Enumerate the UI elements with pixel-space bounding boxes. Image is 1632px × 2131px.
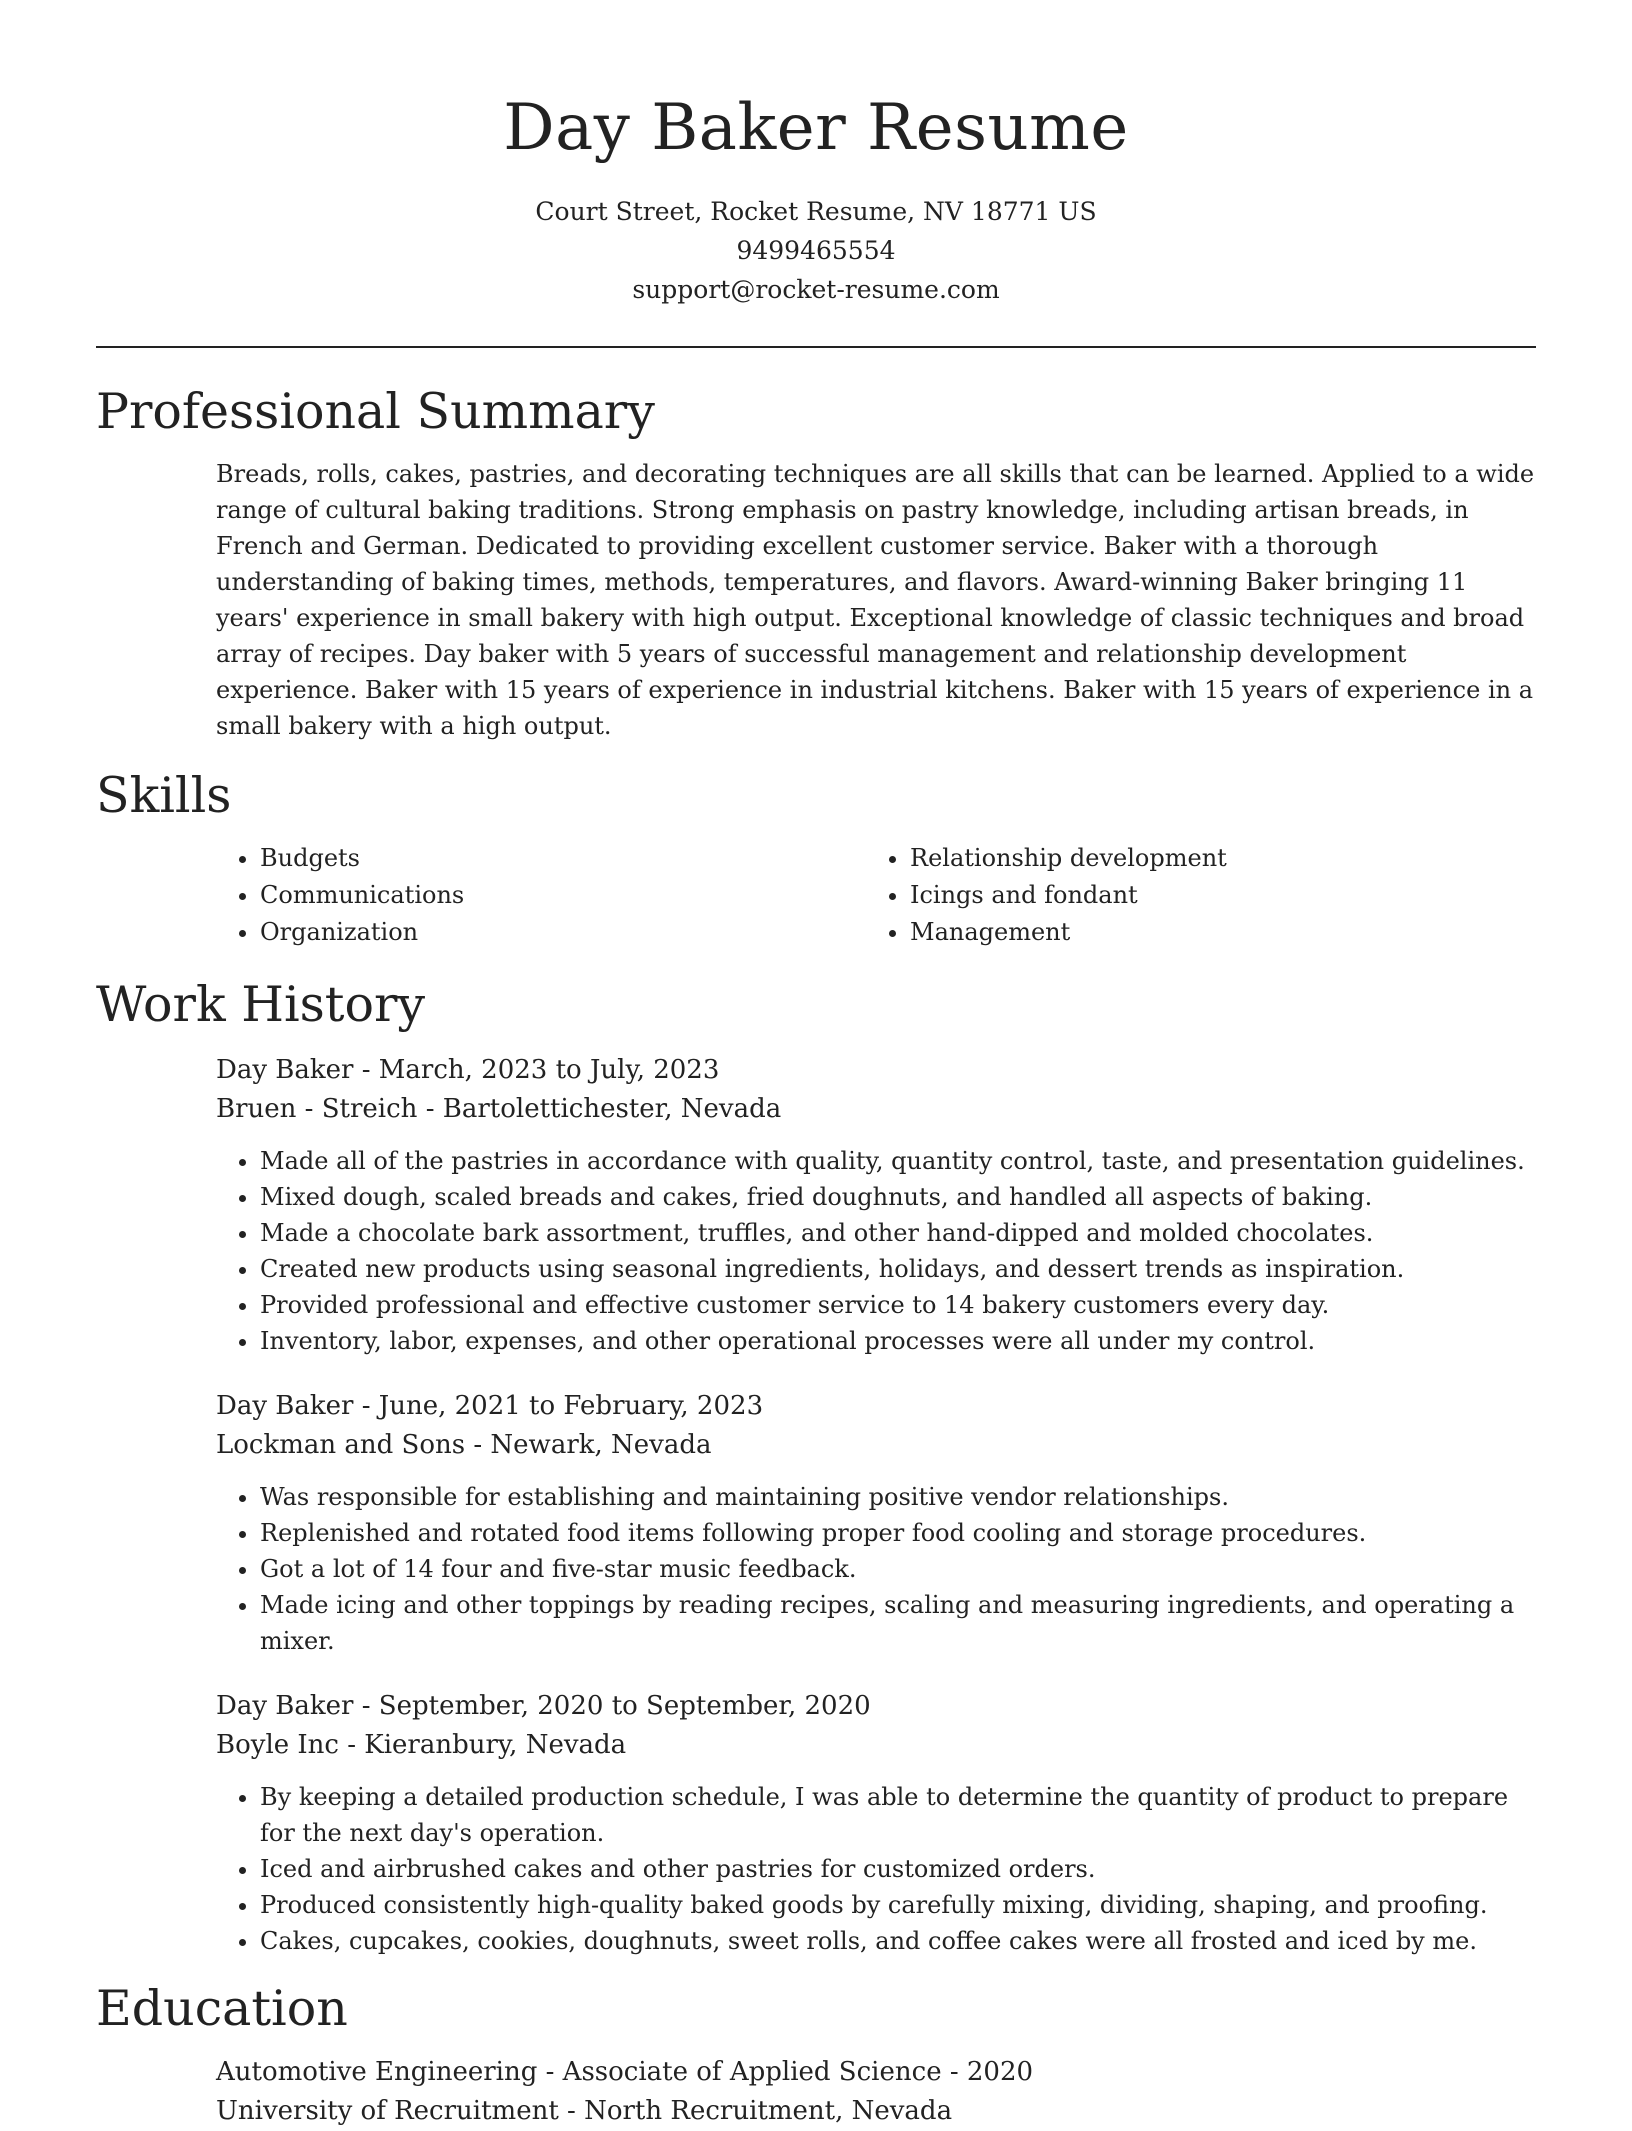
resume-page bbox=[96, 0, 1536, 2131]
skill-item: • Icings and fondant bbox=[910, 877, 1516, 914]
resume-title: Day Baker Resume bbox=[503, 91, 1129, 165]
job-bullets bbox=[216, 1779, 1536, 1959]
job-entry bbox=[216, 1687, 1536, 1959]
job-bullet: • Inventory, labor, expenses, and other operational processes were all under my control. bbox=[260, 1323, 1536, 1359]
job-bullet: • Mixed dough, scaled breads and cakes, fried doughnuts, and handled all aspects of baking. bbox=[260, 1179, 1536, 1215]
summary-section bbox=[96, 382, 1536, 744]
job-title-line: Day Baker - September, 2020 to September, 2020 bbox=[216, 1691, 871, 1721]
skills-list-right bbox=[866, 840, 1516, 951]
skills-list-left bbox=[216, 840, 866, 951]
header-divider bbox=[96, 346, 1536, 348]
job-entry bbox=[216, 1051, 1536, 1359]
skills-section bbox=[96, 766, 1536, 951]
job-title-line: Day Baker - June, 2021 to February, 2023 bbox=[216, 1391, 764, 1421]
job-bullet: • Got a lot of 14 four and five-star music feedback. bbox=[260, 1551, 1536, 1587]
job-bullet: • Produced consistently high-quality baked goods by carefully mixing, dividing, shaping, and proofing. bbox=[260, 1887, 1536, 1923]
phone: 9499465554 bbox=[736, 236, 896, 265]
skill-item: • Budgets bbox=[260, 840, 866, 877]
address: Court Street, Rocket Resume, NV 18771 US bbox=[535, 197, 1097, 226]
job-bullet: • Iced and airbrushed cakes and other pastries for customized orders. bbox=[260, 1851, 1536, 1887]
skill-item: • Organization bbox=[260, 914, 866, 951]
job-company-line: Lockman and Sons - Newark, Nevada bbox=[216, 1430, 712, 1460]
education-school-line: University of Recruitment - North Recruitment, Nevada bbox=[216, 2096, 953, 2126]
job-bullet: • Was responsible for establishing and maintaining positive vendor relationships. bbox=[260, 1479, 1536, 1515]
contact-block bbox=[96, 192, 1536, 309]
education-degree-line: Automotive Engineering - Associate of Applied Science - 2020 bbox=[216, 2057, 1034, 2087]
job-entry bbox=[216, 1387, 1536, 1659]
work-history-section bbox=[96, 975, 1536, 1959]
job-bullet: • Made all of the pastries in accordance with quality, quantity control, taste, and presentation guidelines. bbox=[260, 1143, 1536, 1179]
summary-heading: Professional Summary bbox=[96, 383, 655, 440]
job-bullet: • Replenished and rotated food items following proper food cooling and storage procedures. bbox=[260, 1515, 1536, 1551]
skills-grid bbox=[216, 840, 1536, 951]
job-bullet: • Made a chocolate bark assortment, truffles, and other hand-dipped and molded chocolates. bbox=[260, 1215, 1536, 1251]
job-bullet: • Created new products using seasonal ingredients, holidays, and dessert trends as inspiration. bbox=[260, 1251, 1536, 1287]
education-section bbox=[96, 1979, 1536, 2131]
email: support@rocket-resume.com bbox=[632, 275, 1000, 304]
education-heading: Education bbox=[96, 1980, 348, 2037]
resume-header bbox=[96, 0, 1536, 309]
summary-text: Breads, rolls, cakes, pastries, and decorating techniques are all skills that can be learned. Applied to a wide range of cultural baking traditions. Strong emphasis on pastry knowledge, including artisan breads, in French and German. Dedicated to providing excellent customer service. Baker with a thorough understanding of baking times, methods, temperatures, and flavors. Award-winning Baker bringing 11 years' experience in small bakery with high output. Exceptional knowledge of classic techniques and broad array of recipes. Day baker with 5 years of successful management and relationship development experience. Baker with 15 years of experience in industrial kitchens. Baker with 15 years of experience in a small bakery with a high output. bbox=[216, 460, 1535, 740]
education-entry bbox=[216, 2053, 1536, 2131]
skill-item: • Communications bbox=[260, 877, 866, 914]
job-company-line: Bruen - Streich - Bartolettichester, Nevada bbox=[216, 1094, 782, 1124]
job-title-line: Day Baker - March, 2023 to July, 2023 bbox=[216, 1055, 720, 1085]
skill-item: • Relationship development bbox=[910, 840, 1516, 877]
skills-heading: Skills bbox=[96, 767, 232, 824]
job-bullet: • By keeping a detailed production schedule, I was able to determine the quantity of product to prepare for the next day's operation. bbox=[260, 1779, 1536, 1851]
skill-item: • Management bbox=[910, 914, 1516, 951]
job-bullets bbox=[216, 1143, 1536, 1359]
job-bullet: • Provided professional and effective customer service to 14 bakery customers every day. bbox=[260, 1287, 1536, 1323]
job-company-line: Boyle Inc - Kieranbury, Nevada bbox=[216, 1730, 627, 1760]
job-bullets bbox=[216, 1479, 1536, 1659]
work-history-heading: Work History bbox=[96, 976, 426, 1033]
job-bullet: • Made icing and other toppings by reading recipes, scaling and measuring ingredients, and operating a mixer. bbox=[260, 1587, 1536, 1659]
job-bullet: • Cakes, cupcakes, cookies, doughnuts, sweet rolls, and coffee cakes were all frosted and iced by me. bbox=[260, 1923, 1536, 1959]
